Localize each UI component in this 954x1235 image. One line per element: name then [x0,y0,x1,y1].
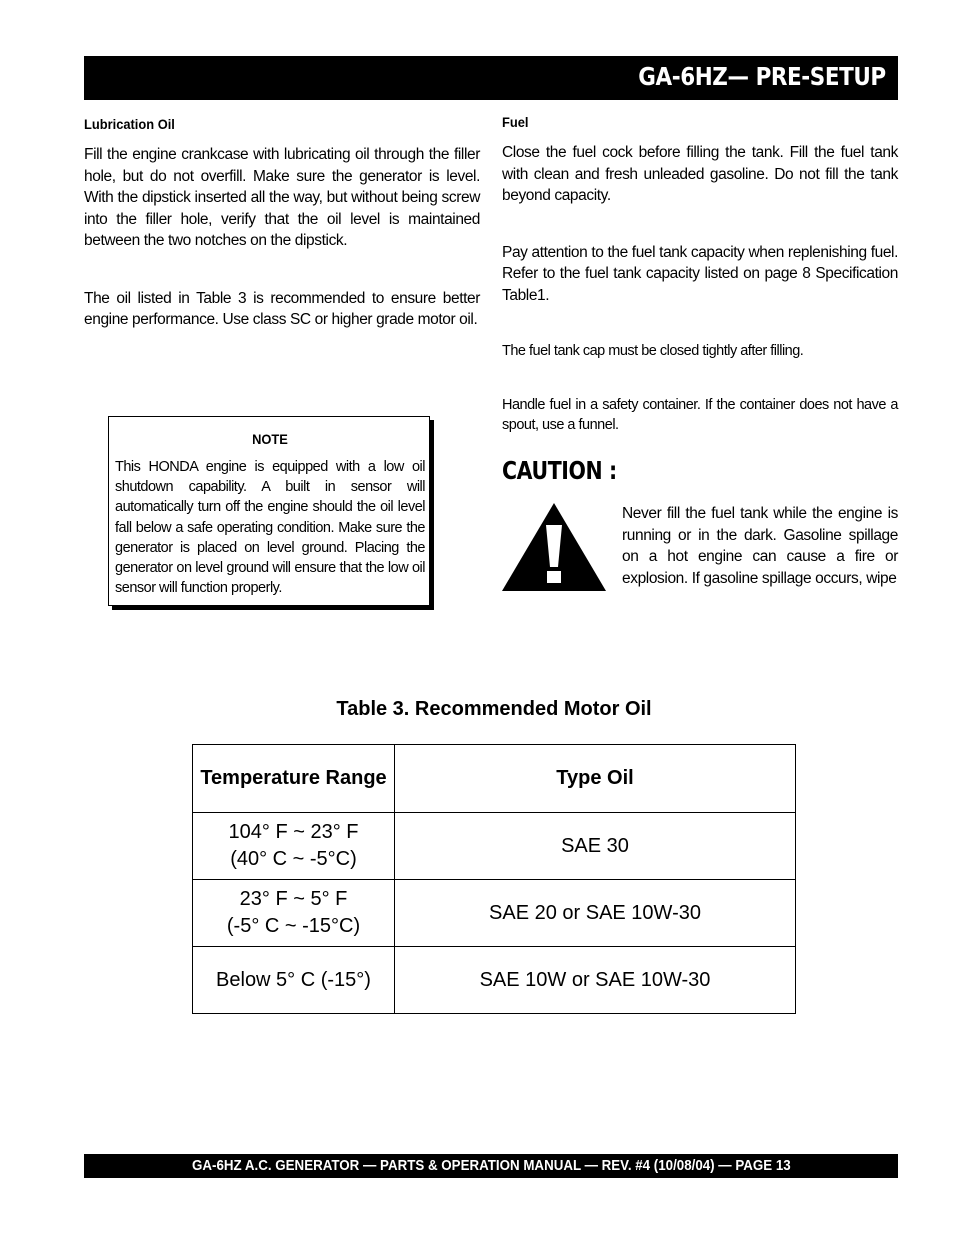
fuel-section [502,114,898,435]
oil-type-cell: SAE 30 [395,813,796,880]
lubrication-oil-heading: Lubrication Oil [84,116,175,132]
temperature-range-cell: 104° F ~ 23° F (40° C ~ -5°C) [193,813,395,880]
footer-text: GA-6HZ A.C. GENERATOR — PARTS & OPERATION MANUAL — REV. #4 (10/08/04) — PAGE 13 [191,1158,791,1174]
table-header-row [193,745,796,813]
fuel-paragraph-2: Pay attention to the fuel tank capacity when replenishing fuel. Refer to the fuel tank capacity listed on page 8 Specification Table1. [502,243,898,304]
table-row [193,947,796,1014]
footer-bar [84,1154,898,1178]
table-caption: Table 3. Recommended Motor Oil [336,698,652,720]
table-row [193,880,796,947]
header-bar [84,56,898,100]
oil-type-cell: SAE 20 or SAE 10W-30 [395,880,796,947]
column-header-type-oil: Type Oil [395,745,796,813]
lubrication-oil-section [84,116,480,331]
column-header-temperature-range: Temperature Range [193,745,395,813]
lubrication-oil-paragraph-1: Fill the engine crankcase with lubricating oil through the filler hole, but do not overfill. Make sure the generator is level. With the dipstick inserted all the way, but without being screw into the filler hole, verify that the oil level is maintained between the two notches on the dipstick. [84,146,480,249]
note-box [108,416,430,606]
note-title: NOTE [252,431,288,447]
lubrication-oil-paragraph-2: The oil listed in Table 3 is recommended to ensure better engine performance. Use class SC or higher grade motor oil. [84,289,480,328]
page-title: GA-6HZ— PRE-SETUP [638,62,886,91]
recommended-motor-oil-table [192,744,796,1014]
fuel-paragraph-4: Handle fuel in a safety container. If the container does not have a spout, use a funnel. [502,397,898,433]
oil-type-cell: SAE 10W or SAE 10W-30 [395,947,796,1014]
note-text: This HONDA engine is equipped with a low oil shutdown capability. A built in sensor will automatically turn off the engine should the oil level fall below a safe operating condition. Make sure the generator is placed on level ground. Placing the generator on level ground will ensure that the low oil sensor will function properly. [115,459,425,597]
fuel-heading: Fuel [502,114,529,130]
caution-heading: CAUTION : [502,456,617,485]
warning-triangle-icon [502,503,606,591]
fuel-paragraph-1: Close the fuel cock before filling the tank. Fill the fuel tank with clean and fresh unleaded gasoline. Do not fill the tank beyond capacity. [502,144,898,204]
temperature-range-cell: Below 5° C (-15°) [193,947,395,1014]
temperature-range-cell: 23° F ~ 5° F (-5° C ~ -15°C) [193,880,395,947]
table-row [193,813,796,880]
caution-text: Never fill the fuel tank while the engine is running or in the dark. Gasoline spillage on a hot engine can cause a fire or explosion. If gasoline spillage occurs, wipe [622,505,898,588]
fuel-paragraph-3: The fuel tank cap must be closed tightly after filling. [502,343,804,359]
